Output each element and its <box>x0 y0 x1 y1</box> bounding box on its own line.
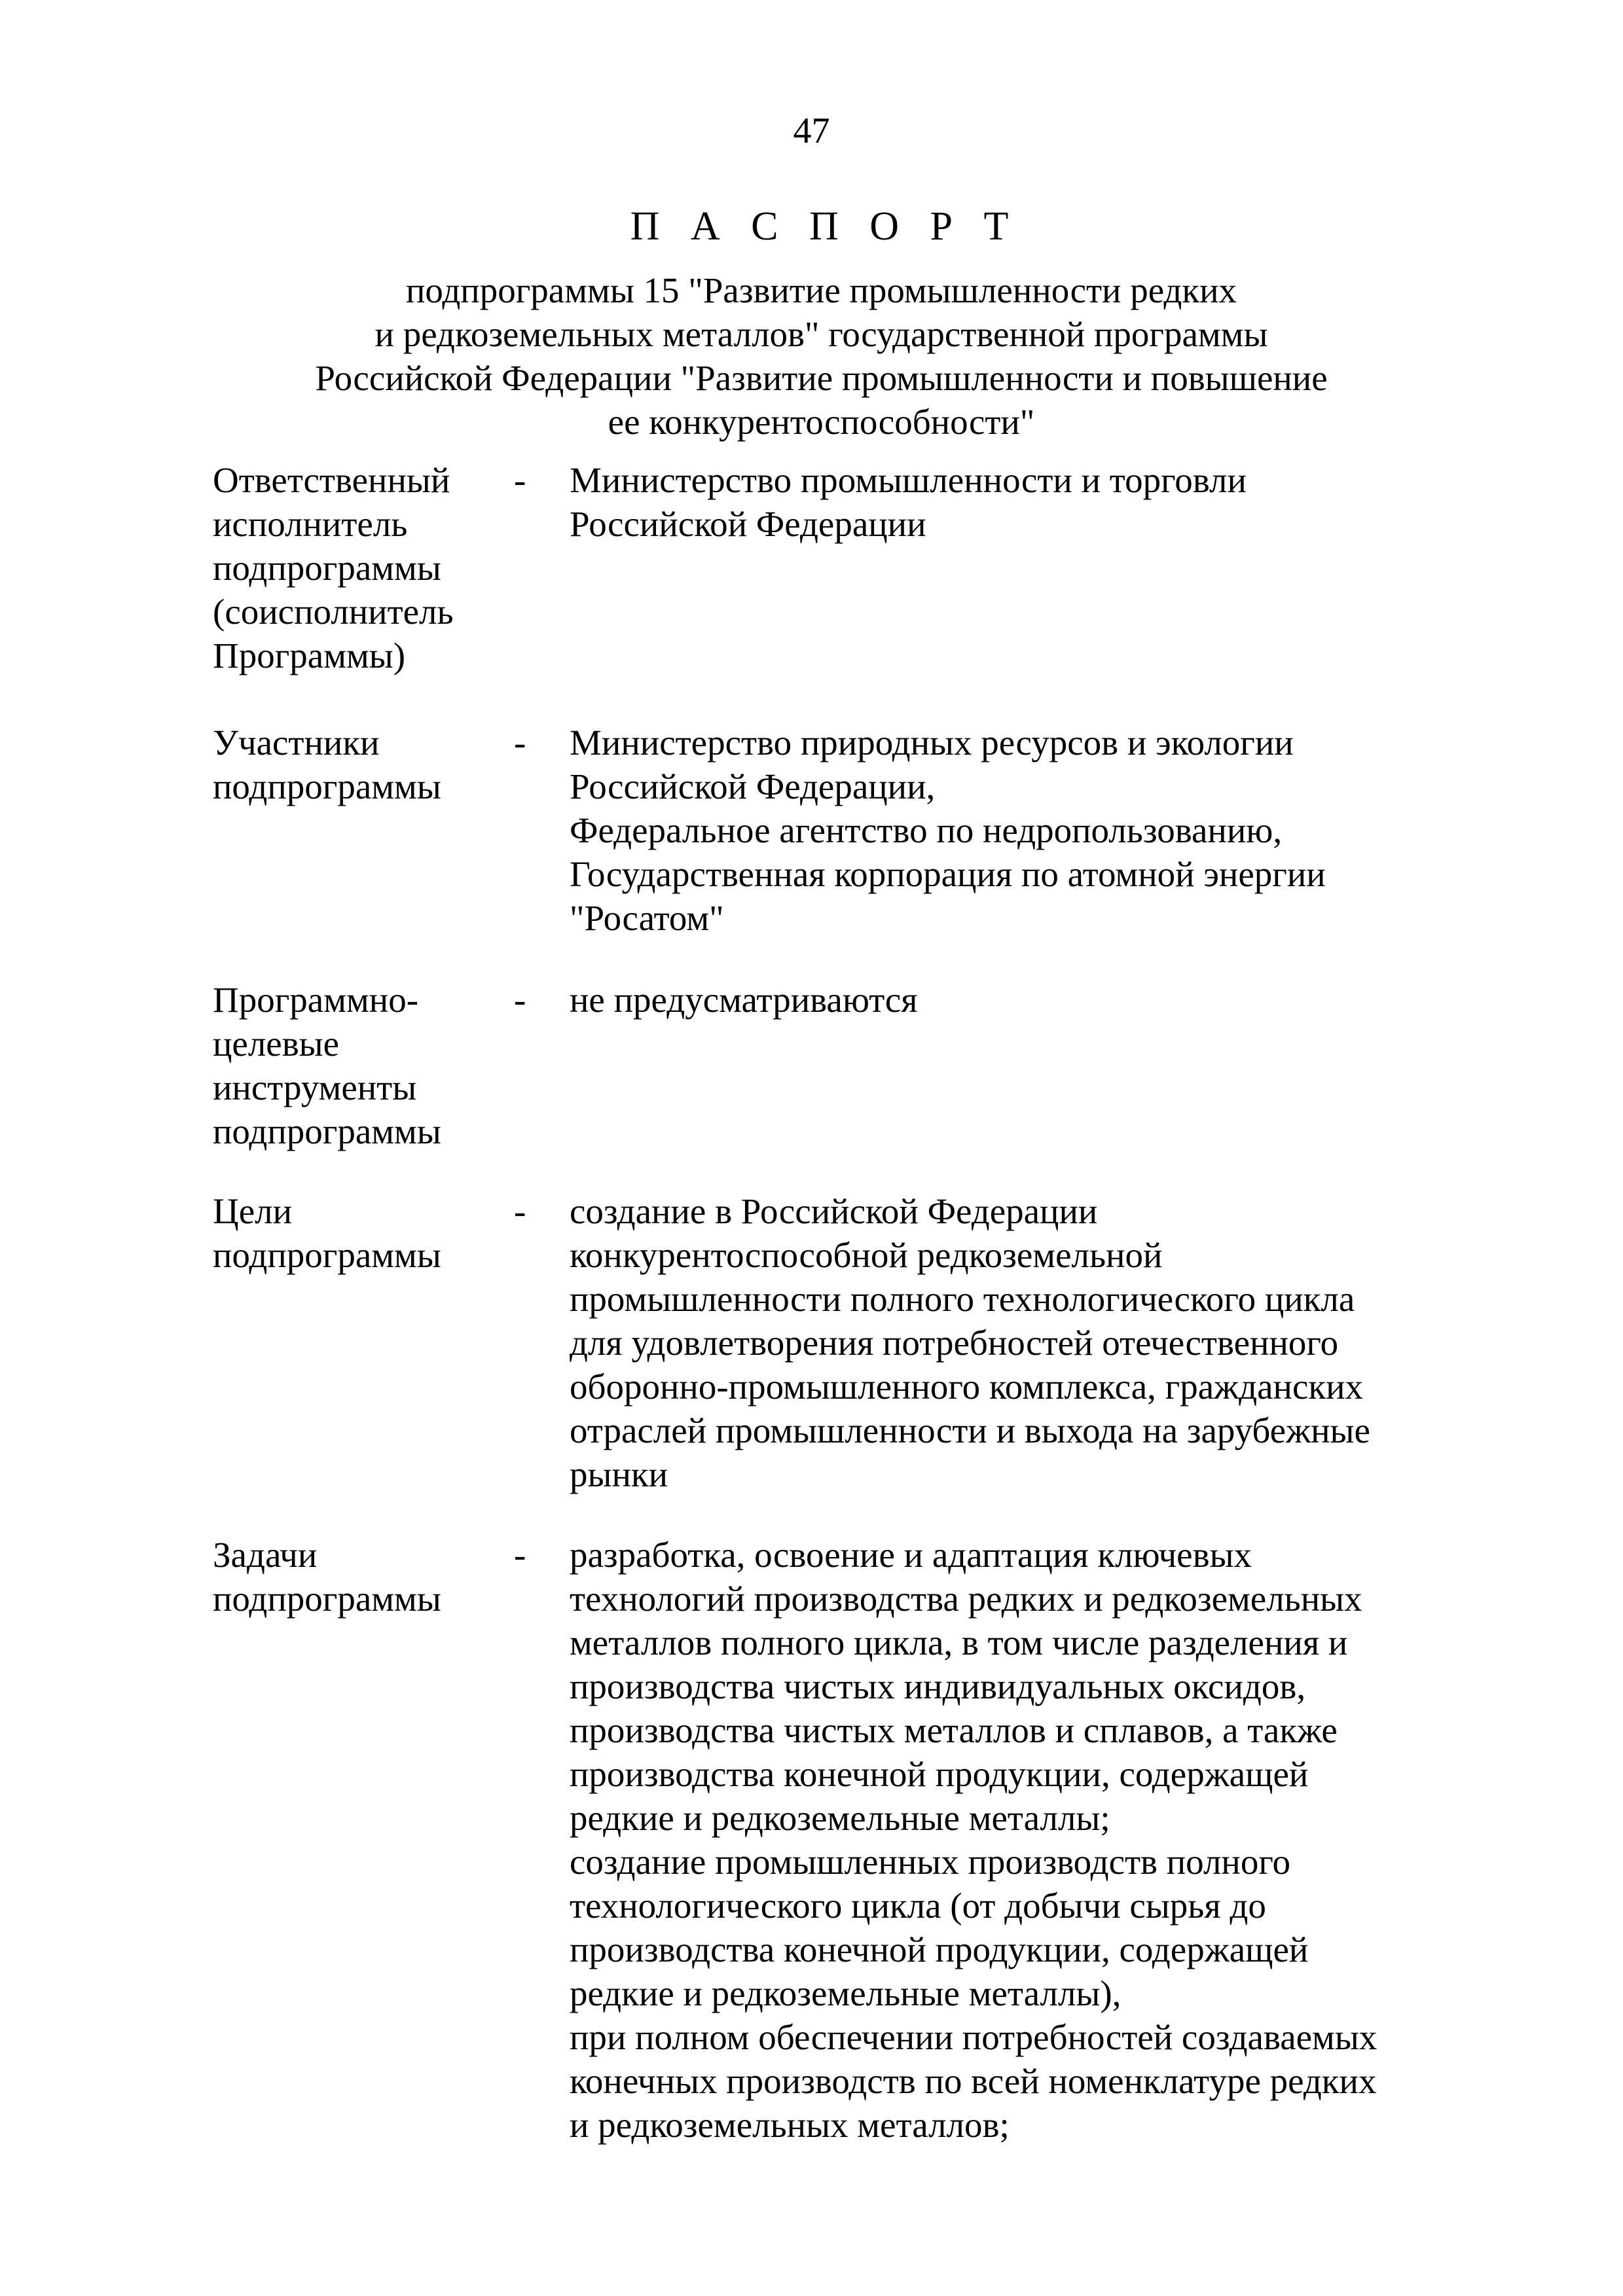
row-separator: - <box>514 980 526 1020</box>
subtitle-line: подпрограммы 15 "Развитие промышленности редких <box>405 270 1237 310</box>
row-label <box>213 1533 507 1621</box>
row-label <box>213 458 507 677</box>
label-line: Задачи <box>213 1535 318 1575</box>
row-label <box>213 1189 507 1277</box>
value-line: производства конечной продукции, содержащей <box>570 1754 1309 1794</box>
label-line: (соисполнитель <box>213 592 454 632</box>
label-line: Цели <box>213 1191 293 1231</box>
value-line: Министерство природных ресурсов и экологии <box>570 723 1294 762</box>
value-line: технологического цикла (от добычи сырья до <box>570 1886 1266 1926</box>
passport-row-goals <box>213 1189 1470 1496</box>
value-line: промышленности полного технологического цикла <box>570 1279 1355 1319</box>
subtitle-line: Российской Федерации "Развитие промышленности и повышение <box>315 358 1328 398</box>
label-line: подпрограммы <box>213 548 441 588</box>
label-line: Ответственный <box>213 460 450 500</box>
label-line: инструменты <box>213 1067 417 1107</box>
label-line: исполнитель <box>213 504 408 544</box>
value-line: производства конечной продукции, содержащей <box>570 1929 1309 1969</box>
value-line: разработка, освоение и адаптация ключевых <box>570 1535 1252 1575</box>
label-line: Программы) <box>213 636 406 675</box>
row-value <box>570 1533 1470 2147</box>
value-line: и редкоземельных металлов; <box>570 2105 1010 2145</box>
page-number: 47 <box>793 111 830 151</box>
value-line: для удовлетворения потребностей отечественного <box>570 1323 1339 1363</box>
value-line: металлов полного цикла, в том числе разделения и <box>570 1623 1348 1662</box>
label-line: подпрограммы <box>213 1235 441 1275</box>
passport-row-participants <box>213 721 1470 940</box>
value-line: создание в Российской Федерации <box>570 1191 1098 1231</box>
label-line: Участники <box>213 723 380 762</box>
label-line: целевые <box>213 1024 340 1064</box>
document-subtitle <box>0 268 1623 444</box>
row-value <box>570 458 1470 546</box>
label-line: подпрограммы <box>213 1111 441 1151</box>
value-line: не предусматриваются <box>570 980 918 1020</box>
value-line: "Росатом" <box>570 898 724 938</box>
value-line: производства чистых индивидуальных оксидов, <box>570 1666 1306 1706</box>
value-line: Российской Федерации <box>570 504 926 544</box>
passport-row-tasks <box>213 1533 1470 2147</box>
subtitle-line: и редкоземельных металлов" государственной программы <box>374 314 1268 354</box>
row-value <box>570 978 1470 1022</box>
value-line: Федеральное агентство по недропользованию, <box>570 810 1283 850</box>
label-line: Программно- <box>213 980 419 1020</box>
value-line: Министерство промышленности и торговли <box>570 460 1247 500</box>
passport-table <box>213 458 1470 2147</box>
value-line: конечных производств по всей номенклатуре редких <box>570 2061 1377 2101</box>
label-line: подпрограммы <box>213 766 441 806</box>
value-line: Российской Федерации, <box>570 766 936 806</box>
value-line: при полном обеспечении потребностей создаваемых <box>570 2017 1377 2057</box>
row-value <box>570 1189 1470 1496</box>
value-line: отраслей промышленности и выхода на зарубежные <box>570 1410 1370 1450</box>
row-separator: - <box>514 723 526 762</box>
value-line: технологий производства редких и редкоземельных <box>570 1579 1362 1619</box>
row-label <box>213 978 507 1153</box>
row-separator: - <box>514 1191 526 1231</box>
passport-row-tools <box>213 978 1470 1153</box>
value-line: оборонно-промышленного комплекса, гражданских <box>570 1367 1364 1407</box>
value-line: конкурентоспособной редкоземельной <box>570 1235 1163 1275</box>
subtitle-line: ее конкурентоспособности" <box>608 402 1035 442</box>
label-line: подпрограммы <box>213 1579 441 1619</box>
value-line: создание промышленных производств полного <box>570 1842 1291 1882</box>
passport-row-executor <box>213 458 1470 677</box>
value-line: рынки <box>570 1454 668 1494</box>
row-separator: - <box>514 460 526 500</box>
value-line: производства чистых металлов и сплавов, а также <box>570 1710 1338 1750</box>
row-value <box>570 721 1470 940</box>
document-title: П А С П О Р Т <box>630 204 1019 249</box>
value-line: редкие и редкоземельные металлы; <box>570 1798 1110 1838</box>
value-line: Государственная корпорация по атомной энергии <box>570 854 1326 894</box>
value-line: редкие и редкоземельные металлы), <box>570 1973 1122 2013</box>
row-separator: - <box>514 1535 526 1575</box>
row-label <box>213 721 507 808</box>
